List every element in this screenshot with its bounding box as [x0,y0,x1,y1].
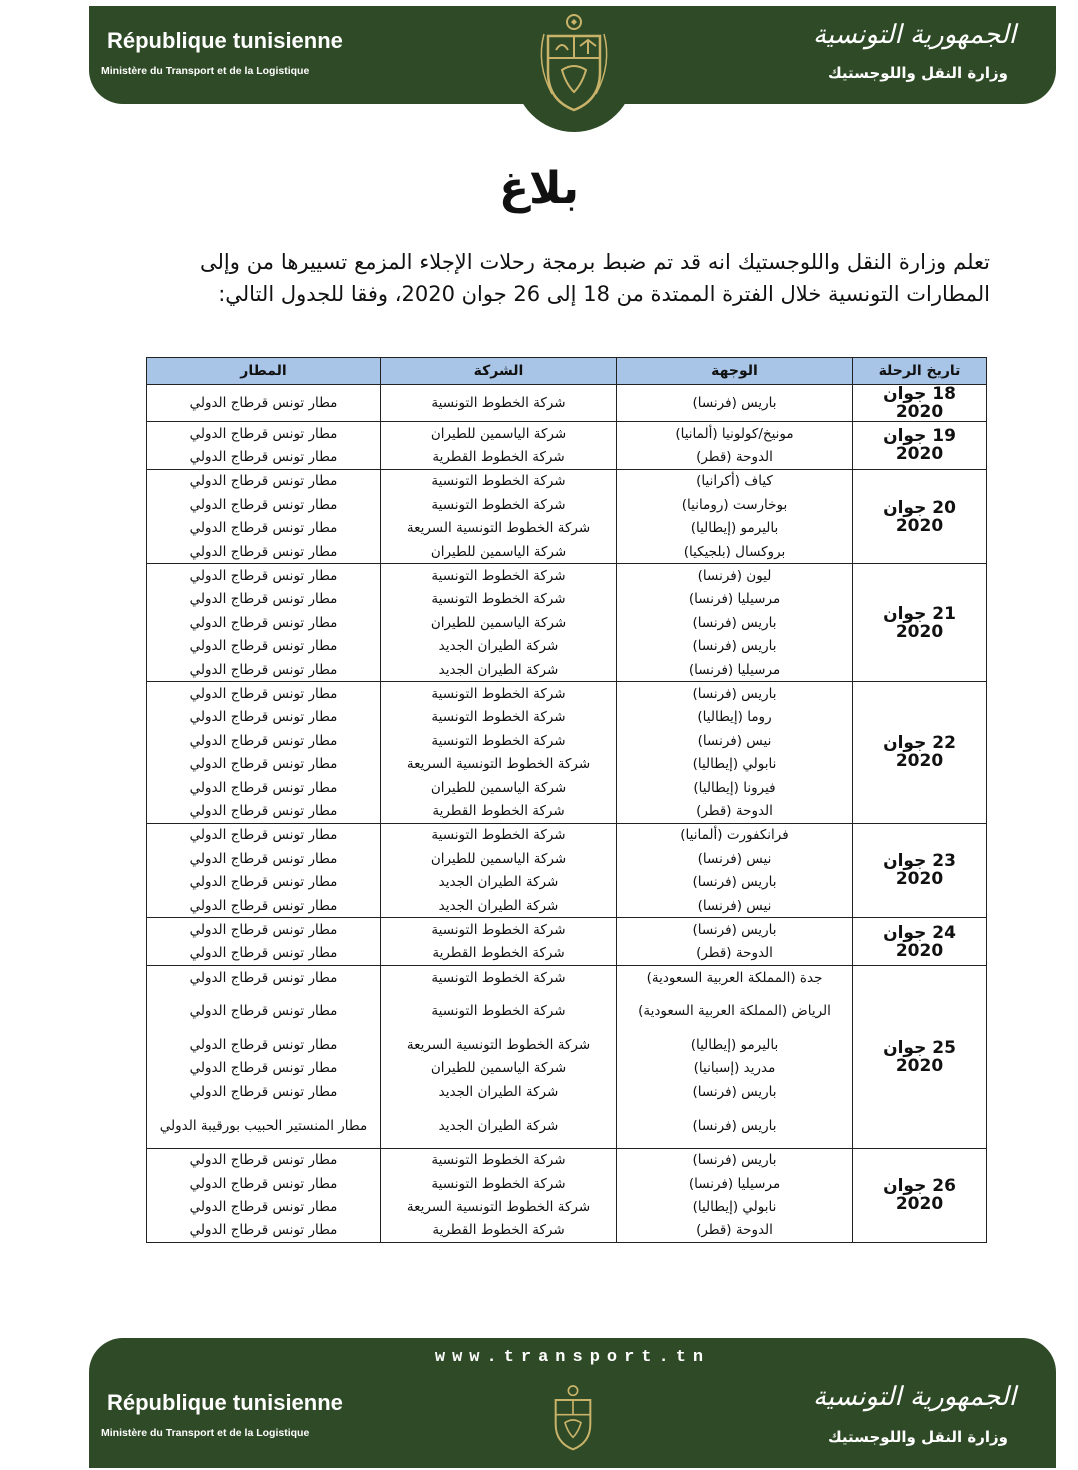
company-cell: شركة الخطوط التونسية السريعة [381,1033,617,1056]
company-cell: شركة الياسمين للطيران [381,847,617,870]
airport-cell: مطار تونس قرطاج الدولي [147,658,381,682]
destination-cell: نابولي (إيطاليا) [617,752,853,775]
destination-cell: ليون (فرنسا) [617,564,853,588]
header-company: الشركة [381,358,617,385]
airport-cell: مطار تونس قرطاج الدولي [147,823,381,847]
flight-date-cell: 20 جوان 2020 [853,469,987,564]
company-cell: شركة الخطوط التونسية [381,385,617,422]
tunisia-coat-of-arms-icon [533,1372,613,1468]
destination-cell: باريس (فرنسا) [617,385,853,422]
header-fr-title: République tunisienne [107,28,343,53]
company-cell: شركة الخطوط القطرية [381,942,617,966]
destination-cell: فيرونا (إيطاليا) [617,776,853,799]
table-header-row [147,358,987,385]
company-cell: شركة الياسمين للطيران [381,422,617,446]
destination-cell: نابولي (إيطاليا) [617,1195,853,1218]
table-row [147,385,987,422]
company-cell: شركة الطيران الجديد [381,894,617,918]
destination-cell: باريس (فرنسا) [617,1080,853,1103]
destination-cell: باريس (فرنسا) [617,682,853,706]
airport-cell: مطار تونس قرطاج الدولي [147,989,381,1033]
destination-cell: باريس (فرنسا) [617,870,853,893]
company-cell: شركة الخطوط التونسية [381,1148,617,1172]
destination-cell: باليرمو (إيطاليا) [617,517,853,540]
company-cell: شركة الخطوط القطرية [381,799,617,823]
company-cell: شركة الخطوط القطرية [381,1219,617,1243]
company-cell: شركة الطيران الجديد [381,870,617,893]
company-cell: شركة الخطوط التونسية [381,965,617,989]
airport-cell: مطار تونس قرطاج الدولي [147,752,381,775]
airport-cell: مطار تونس قرطاج الدولي [147,799,381,823]
airport-cell: مطار تونس قرطاج الدولي [147,422,381,446]
airport-cell: مطار تونس قرطاج الدولي [147,1148,381,1172]
company-cell: شركة الخطوط التونسية السريعة [381,517,617,540]
airport-cell: مطار تونس قرطاج الدولي [147,469,381,493]
airport-cell: مطار تونس قرطاج الدولي [147,1172,381,1195]
airport-cell: مطار تونس قرطاج الدولي [147,564,381,588]
header-ar-title: الجمهورية التونسية [812,20,1016,50]
destination-cell: كياف (أكرانيا) [617,469,853,493]
company-cell: شركة الخطوط التونسية [381,706,617,729]
destination-cell: الدوحة (قطر) [617,1219,853,1243]
destination-cell: باليرمو (إيطاليا) [617,1033,853,1056]
company-cell: شركة الخطوط القطرية [381,445,617,469]
flight-date-cell: 19 جوان 2020 [853,422,987,470]
page-title: بلاغ [499,163,579,214]
table-row [147,1148,987,1172]
table-row [147,918,987,942]
destination-cell: باريس (فرنسا) [617,635,853,658]
airport-cell: مطار تونس قرطاج الدولي [147,611,381,634]
destination-cell: مرسيليا (فرنسا) [617,1172,853,1195]
footer-fr-title: République tunisienne [107,1390,343,1415]
airport-cell: مطار المنستير الحبيب بورقيبة الدولي [147,1104,381,1149]
destination-cell: روما (إيطاليا) [617,706,853,729]
flight-date-cell: 25 جوان 2020 [853,965,987,1148]
company-cell: شركة الخطوط التونسية السريعة [381,752,617,775]
table-row [147,965,987,989]
airport-cell: مطار تونس قرطاج الدولي [147,776,381,799]
header-emblem [514,6,634,132]
footer-website: www.transport.tn [434,1348,711,1367]
airport-cell: مطار تونس قرطاج الدولي [147,1219,381,1243]
company-cell: شركة الخطوط التونسية [381,1172,617,1195]
airport-cell: مطار تونس قرطاج الدولي [147,894,381,918]
flight-date-cell: 18 جوان 2020 [853,385,987,422]
company-cell: شركة الخطوط التونسية [381,469,617,493]
header-ar-ministry: وزارة النقل واللوجستيك [827,64,1008,82]
destination-cell: باريس (فرنسا) [617,1148,853,1172]
schedule-table [146,357,987,1243]
destination-cell: بروكسال (بلجيكيا) [617,540,853,564]
company-cell: شركة الياسمين للطيران [381,611,617,634]
destination-cell: مونيخ/كولونيا (ألمانيا) [617,422,853,446]
company-cell: شركة الياسمين للطيران [381,776,617,799]
table-row [147,422,987,446]
destination-cell: مرسيليا (فرنسا) [617,658,853,682]
airport-cell: مطار تونس قرطاج الدولي [147,965,381,989]
destination-cell: الرياض (المملكة العربية السعودية) [617,989,853,1033]
airport-cell: مطار تونس قرطاج الدولي [147,445,381,469]
destination-cell: جدة (المملكة العربية السعودية) [617,965,853,989]
airport-cell: مطار تونس قرطاج الدولي [147,942,381,966]
flight-date-cell: 24 جوان 2020 [853,918,987,966]
destination-cell: باريس (فرنسا) [617,918,853,942]
destination-cell: فرانكفورت (ألمانيا) [617,823,853,847]
destination-cell: بوخارست (رومانيا) [617,493,853,516]
company-cell: شركة الطيران الجديد [381,1104,617,1149]
company-cell: شركة الخطوط التونسية [381,918,617,942]
footer-ar-title: الجمهورية التونسية [812,1382,1016,1412]
company-cell: شركة الخطوط التونسية [381,588,617,611]
header-airport: المطار [147,358,381,385]
airport-cell: مطار تونس قرطاج الدولي [147,729,381,752]
destination-cell: مدريد (إسبانيا) [617,1057,853,1080]
airport-cell: مطار تونس قرطاج الدولي [147,517,381,540]
airport-cell: مطار تونس قرطاج الدولي [147,385,381,422]
flight-date-cell: 22 جوان 2020 [853,682,987,823]
airport-cell: مطار تونس قرطاج الدولي [147,1080,381,1103]
airport-cell: مطار تونس قرطاج الدولي [147,847,381,870]
intro-paragraph: تعلم وزارة النقل واللوجستيك انه قد تم ضبط برمجة رحلات الإجلاء المزمع تسييرها من وإلى المطارات التونسية خلال الفترة الممتدة من 18 إلى 26 جوان 2020، وفقا للجدول التالي: [200,250,990,306]
company-cell: شركة الخطوط التونسية [381,564,617,588]
flight-date-cell: 23 جوان 2020 [853,823,987,918]
airport-cell: مطار تونس قرطاج الدولي [147,870,381,893]
airport-cell: مطار تونس قرطاج الدولي [147,540,381,564]
flight-date-cell: 21 جوان 2020 [853,564,987,682]
header-fr-ministry: Ministère du Transport et de la Logistique [101,65,310,77]
company-cell: شركة الطيران الجديد [381,1080,617,1103]
company-cell: شركة الطيران الجديد [381,635,617,658]
table-row [147,823,987,847]
table-row [147,564,987,588]
footer-fr-ministry: Ministère du Transport et de la Logistique [101,1427,310,1439]
company-cell: شركة الطيران الجديد [381,658,617,682]
destination-cell: الدوحة (قطر) [617,445,853,469]
destination-cell: باريس (فرنسا) [617,1104,853,1149]
company-cell: شركة الخطوط التونسية [381,682,617,706]
company-cell: شركة الخطوط التونسية [381,729,617,752]
company-cell: شركة الياسمين للطيران [381,540,617,564]
company-cell: شركة الخطوط التونسية السريعة [381,1195,617,1218]
destination-cell: باريس (فرنسا) [617,611,853,634]
airport-cell: مطار تونس قرطاج الدولي [147,1195,381,1218]
flight-date-cell: 26 جوان 2020 [853,1148,987,1243]
destination-cell: مرسيليا (فرنسا) [617,588,853,611]
airport-cell: مطار تونس قرطاج الدولي [147,918,381,942]
airport-cell: مطار تونس قرطاج الدولي [147,493,381,516]
airport-cell: مطار تونس قرطاج الدولي [147,588,381,611]
footer-banner [89,1338,1056,1468]
airport-cell: مطار تونس قرطاج الدولي [147,1057,381,1080]
company-cell: شركة الخطوط التونسية [381,823,617,847]
header-date: تاريخ الرحلة [853,358,987,385]
destination-cell: نيس (فرنسا) [617,847,853,870]
header-destination: الوجهة [617,358,853,385]
table-row [147,682,987,706]
airport-cell: مطار تونس قرطاج الدولي [147,1033,381,1056]
tunisia-coat-of-arms-icon [514,6,634,126]
destination-cell: نيس (فرنسا) [617,729,853,752]
schedule-table-body [147,385,987,1243]
airport-cell: مطار تونس قرطاج الدولي [147,635,381,658]
destination-cell: نيس (فرنسا) [617,894,853,918]
airport-cell: مطار تونس قرطاج الدولي [147,682,381,706]
destination-cell: الدوحة (قطر) [617,942,853,966]
company-cell: شركة الياسمين للطيران [381,1057,617,1080]
destination-cell: الدوحة (قطر) [617,799,853,823]
airport-cell: مطار تونس قرطاج الدولي [147,706,381,729]
company-cell: شركة الخطوط التونسية [381,493,617,516]
table-row [147,469,987,493]
footer-ar-ministry: وزارة النقل واللوجستيك [827,1428,1008,1446]
company-cell: شركة الخطوط التونسية [381,989,617,1033]
